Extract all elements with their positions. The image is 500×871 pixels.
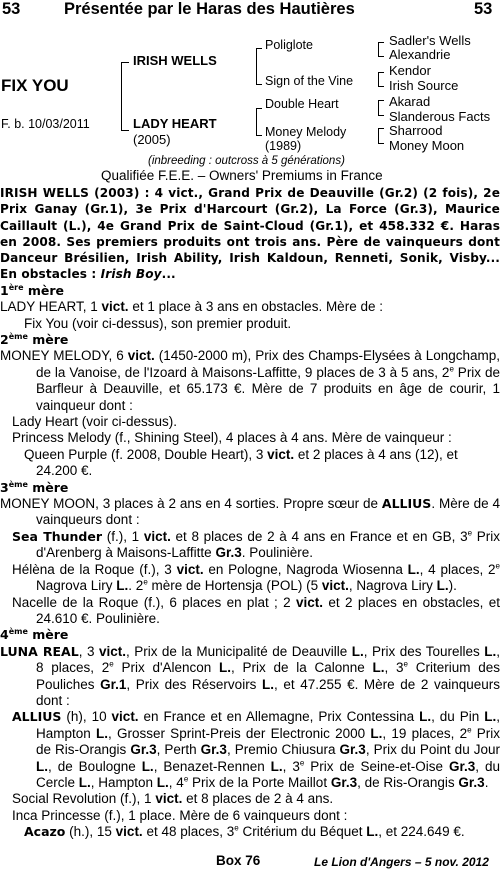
third-dam-produce-2: Hélèna de la Roque (f.), 3 vict. en Pologne, Nagroda Wiosenna L., 4 places, 2e Nagrova Liry L.. 2e mère de Hortensja (POL) (5 vict., Nagrova Liry L.). [12, 561, 500, 594]
bracket-ggp-2 [378, 72, 384, 87]
third-dam-entry: MONEY MOON, 3 places à 2 ans en 4 sorties. Propre sœur de ALLIUS. Mère de 4 vainqueurs dont : [0, 496, 500, 528]
fourth-dam-produce-1: ALLIUS (h), 10 vict. en France et en Allemagne, Prix Contessina L., du Pin L., Hampton L., Grosser Sprint-Preis der Electronic 2000 L., 19 places, 2e Prix de Ris-Orangis Gr.3, Perth Gr.3, Premio Chiusura Gr.3, Prix du Point du Jour L., de Boulogne L., Benazet-Rennen L., 3e Prix de Seine-et-Oise Gr.3, du Cercle L., Hampton L., 4e Prix de la Porte Maillot Gr.3, de Ris-Orangis Gr.3. [12, 709, 500, 790]
dam-dam-year: (1989) [265, 139, 302, 153]
dam-year: (2005) [133, 132, 171, 147]
sire-sire: Poliglote [265, 38, 313, 52]
ggp-4: Irish Source [389, 78, 459, 93]
ggp-3: Kendor [389, 63, 431, 78]
page-title: Présentée par le Haras des Hautières [64, 0, 355, 18]
first-dam-entry: LADY HEART, 1 vict. et 1 place à 3 ans en obstacles. Mère de : [0, 299, 383, 315]
sire-paragraph: IRISH WELLS (2003) : 4 vict., Grand Prix de Deauville (Gr.2) (2 fois), 2e Prix Ganay (Gr.1), 3e Prix d'Harcourt (Gr.2), La Force (Gr.3), Maurice Caillault (L.), 4e Grand Prix de Saint-Cloud (Gr.1), et 458.332 €. Haras en 2008. Ses premiers produits ont trois ans. Père de vainqueurs dont Danceur Brésilien, Irish Ability, Irish Kaldoun, Renneti, Sonik, Visby... En obstacles : Irish Boy... [0, 186, 500, 282]
catalogue-text [0, 185, 500, 841]
box-number: Box 76 [216, 853, 261, 868]
bracket-parents [121, 62, 129, 131]
sire-dam: Sign of the Vine [265, 74, 354, 88]
third-dam-heading: 3ème mère [0, 479, 69, 495]
ggp-7: Sharrood [389, 123, 443, 138]
horse-details: F. b. 10/03/2011 [1, 117, 90, 131]
second-dam-grandproduce: Queen Purple (f. 2008, Double Heart), 3 vict. et 2 places à 4 ans (12), et 24.200 €. [24, 446, 458, 479]
ggp-8: Money Moon [389, 138, 465, 153]
fourth-dam-produce-2: Social Revolution (f.), 1 vict. et 8 places de 2 à 4 ans. [12, 791, 334, 807]
fourth-dam-grandproduce: Acazo (h.), 15 vict. et 48 places, 3e Critérium du Béquet L., et 224.649 €. [24, 823, 465, 840]
ggp-2: Alexandrie [389, 47, 451, 62]
first-dam-heading: 1ère mère [0, 282, 64, 298]
bracket-sire [256, 48, 262, 85]
fourth-dam-produce-3: Inca Princesse (f.), 1 place. Mère de 6 vainqueurs dont : [12, 807, 348, 823]
fourth-dam-heading: 4ème mère [0, 627, 69, 643]
horse-name: FIX YOU [1, 76, 69, 95]
sale-info: Le Lion d'Angers – 5 nov. 2012 [314, 855, 489, 869]
fourth-dam-entry: LUNA REAL, 3 vict., Prix de la Municipalité de Deauville L., Prix des Tourelles L., 8 places, 2e Prix d'Alencon L., Prix de la Calonne L., 3e Criterium des Pouliches Gr.1, Prix des Réservoirs L., et 47.255 €. Mère de 2 vainqueurs dont : [0, 643, 500, 708]
dam-name: LADY HEART [133, 116, 217, 131]
ggp-1: Sadler's Wells [389, 33, 471, 48]
dam-sire: Double Heart [265, 97, 339, 111]
qualification-note: Qualifiée F.E.E. – Owners' Premiums in France [101, 168, 383, 183]
second-dam-entry: MONEY MELODY, 6 vict. (1450-2000 m), Prix des Champs-Elysées à Longchamp, de la Vanoise, de l'Izoard à Maisons-Laffitte, 9 places de 3 à 5 ans, 2e Prix de Barfleur à Deauville, et 65.173 €. Mère de 7 produits en âge de courir, 1 vainqueur dont : [0, 348, 500, 413]
lot-number-right: 53 [474, 0, 493, 18]
ggp-6: Slanderous Facts [389, 109, 491, 124]
ggp-5: Akarad [389, 94, 431, 109]
bracket-ggp-1 [378, 42, 384, 57]
bracket-dam [256, 108, 262, 136]
lot-number-left: 53 [2, 0, 21, 18]
third-dam-produce-1: Sea Thunder (f.), 1 vict. et 8 places de 2 à 4 ans en France et en GB, 3e Prix d'Arenberg à Maisons-Laffitte Gr.3. Poulinière. [12, 528, 500, 561]
sire-name: IRISH WELLS [133, 53, 217, 68]
second-dam-produce-1: Lady Heart (voir ci-dessus). [12, 414, 178, 430]
bracket-ggp-3 [378, 100, 384, 116]
first-dam-produce: Fix You (voir ci-dessus), son premier produit. [24, 315, 292, 331]
inbreeding-note: (inbreeding : outcross à 5 générations) [148, 155, 345, 167]
second-dam-produce-2: Princess Melody (f., Shining Steel), 4 places à 4 ans. Mère de vainqueur : [12, 430, 452, 446]
second-dam-heading: 2ème mère [0, 331, 69, 347]
bracket-ggp-4 [378, 128, 384, 144]
dam-dam: Money Melody [265, 125, 347, 139]
third-dam-produce-3: Nacelle de la Roque (f.), 6 places en plat ; 2 vict. et 2 places en obstacles, et 24.610 €. Poulinière. [12, 594, 500, 626]
